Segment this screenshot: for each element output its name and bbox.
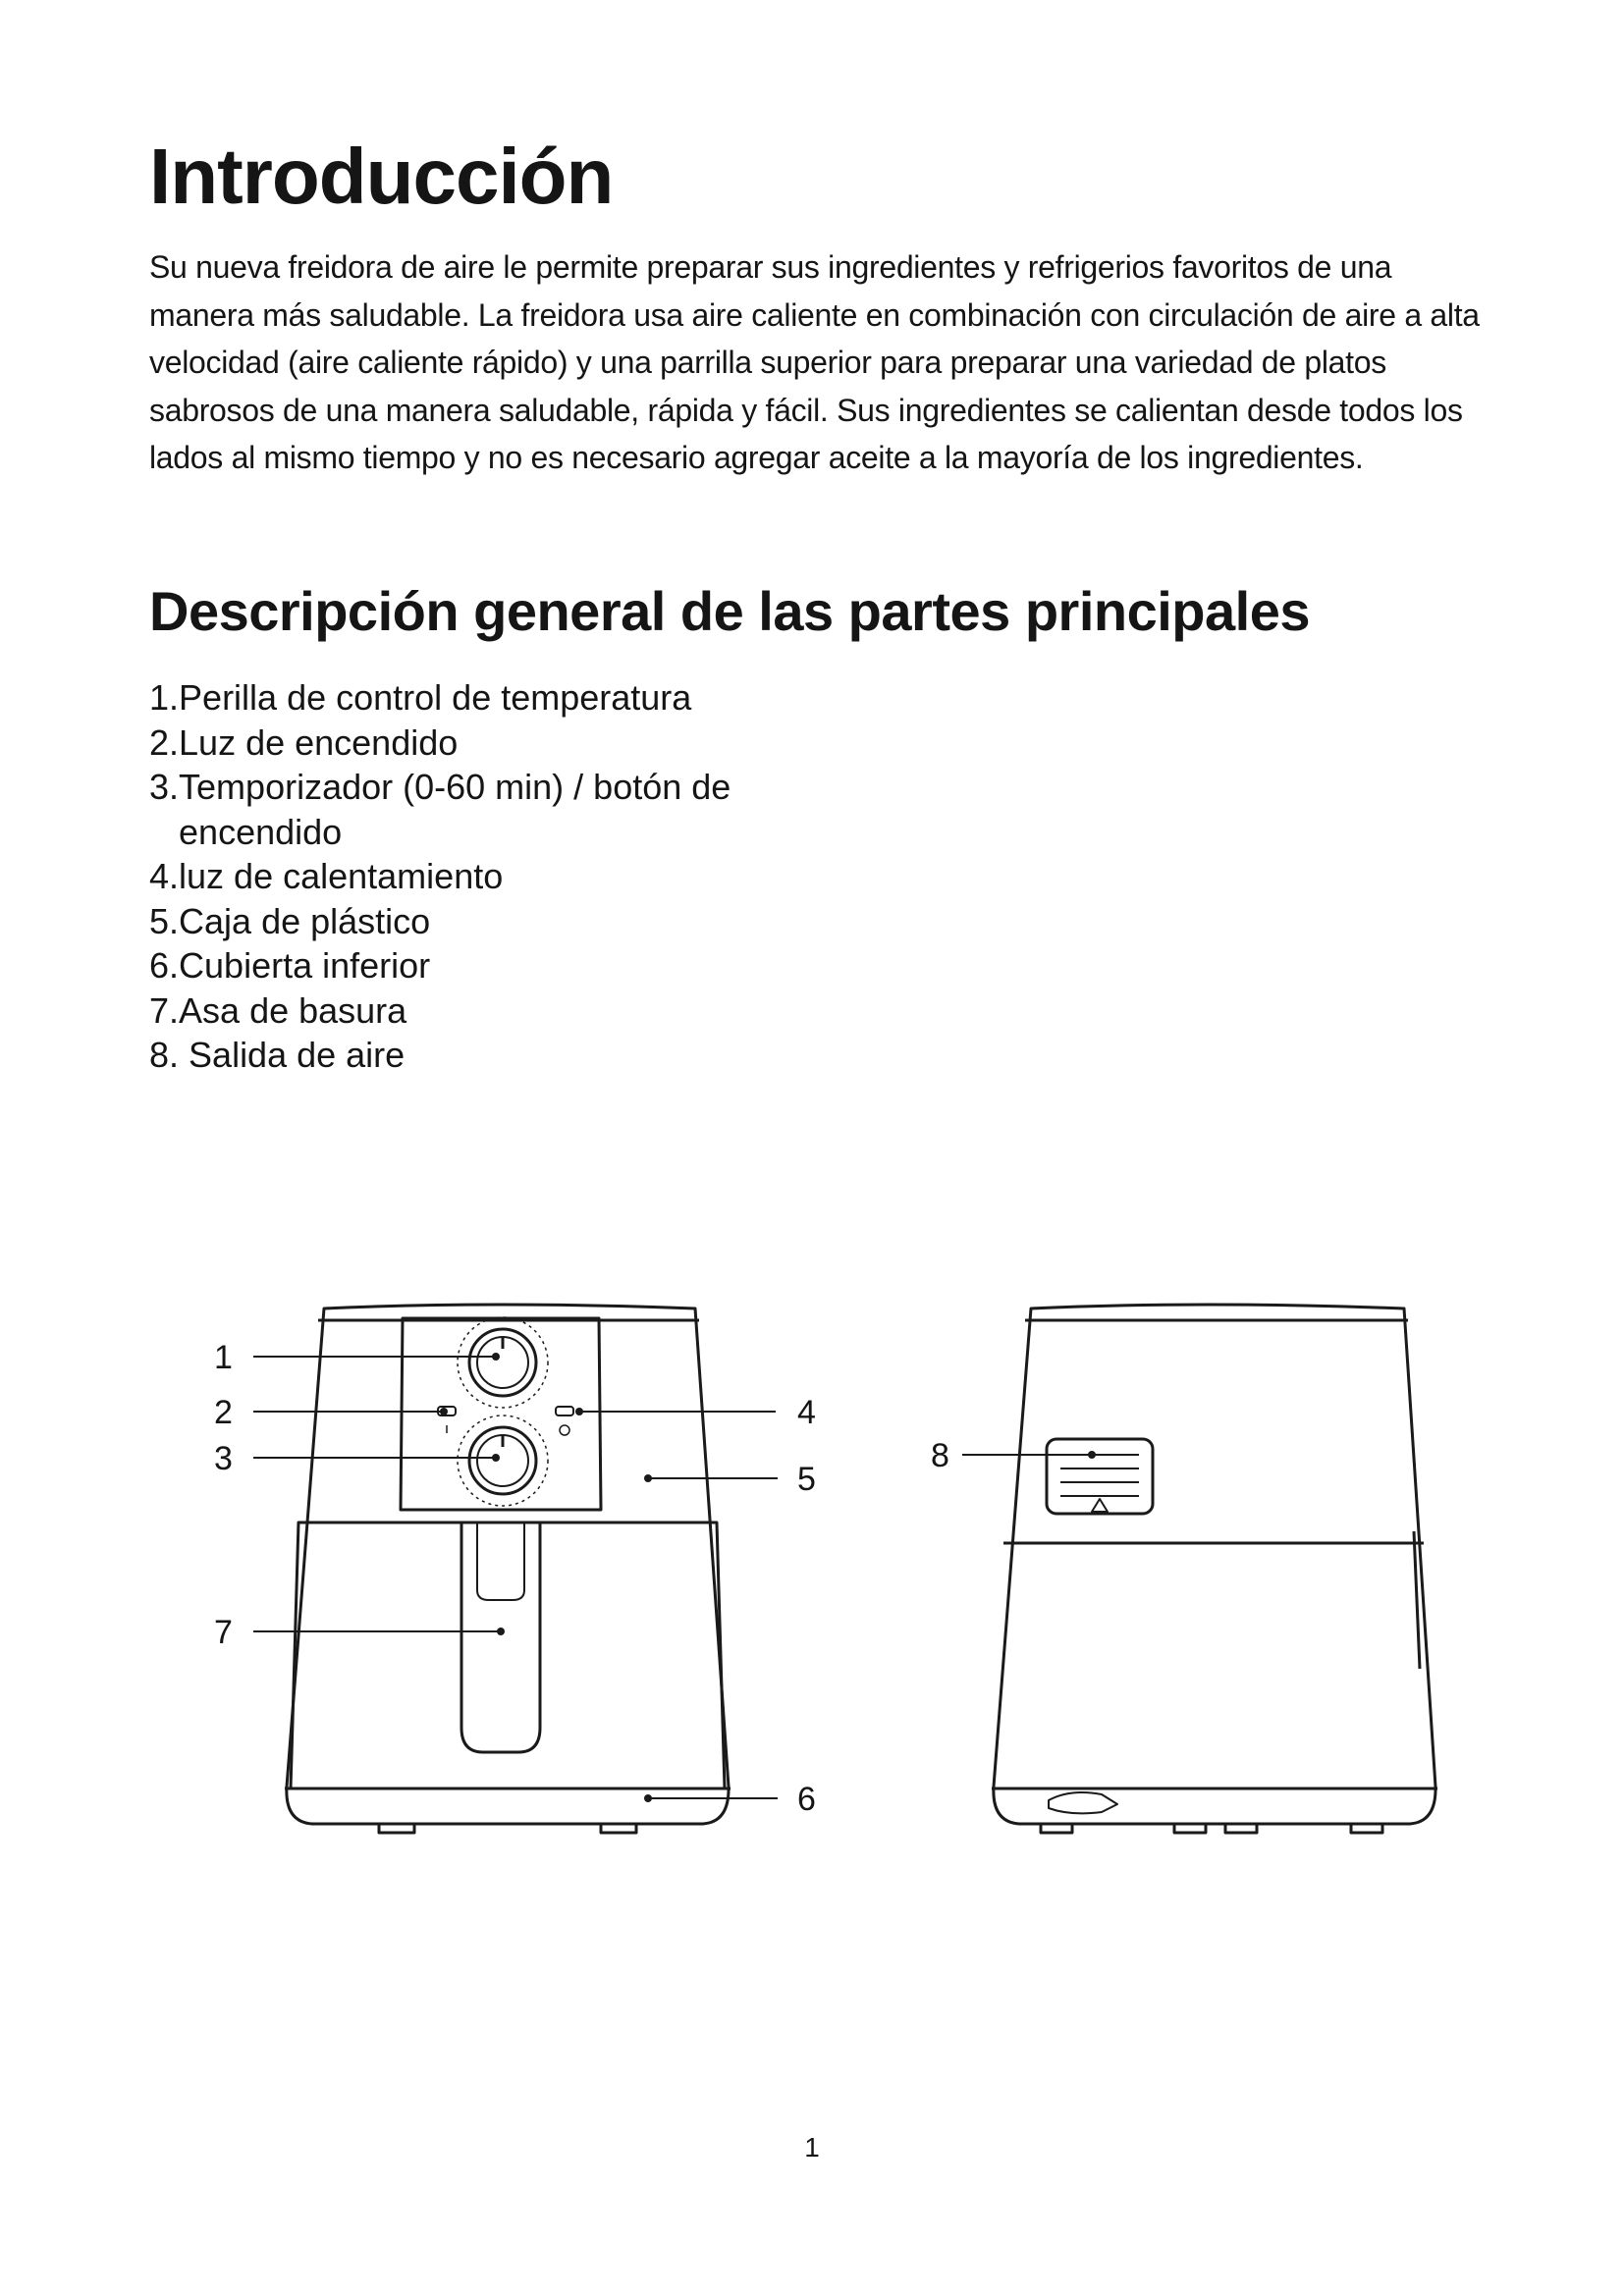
list-item <box>149 675 846 721</box>
item-label: Salida de aire <box>189 1035 406 1075</box>
item-label: Luz de encendido <box>179 721 459 763</box>
callout-7: 7 <box>214 1614 233 1651</box>
back-foot-1 <box>1041 1824 1072 1833</box>
list-item <box>149 943 846 988</box>
back-body-outline <box>994 1305 1435 1824</box>
callout-4: 4 <box>797 1394 816 1431</box>
page-number: 1 <box>804 2132 820 2163</box>
list-item <box>149 721 846 766</box>
page-title: Introducción <box>149 133 614 220</box>
back-foot-2 <box>1174 1824 1206 1833</box>
control-panel <box>401 1318 601 1510</box>
list-item <box>149 899 846 944</box>
basket-handle <box>461 1522 540 1752</box>
front-foot-right <box>601 1824 636 1833</box>
callout-2: 2 <box>214 1394 233 1431</box>
intro-paragraph: Su nueva freidora de aire le permite preparar sus ingredientes y refrigerios favoritos de una manera más saludable. La freidora usa aire caliente en combinación con circulación de aire a alta velocidad (aire caliente rápido) y una parrilla superior para preparar una variedad de platos sabrosos de una manera saludable, rápida y fácil. Sus ingredientes se calientan desde todos los lados al mismo tiempo y no es necesario agregar aceite a la mayoría de los ingredientes. <box>149 249 1480 476</box>
front-body-outline <box>287 1305 729 1824</box>
callout-3: 3 <box>214 1440 233 1477</box>
callout-8: 8 <box>931 1437 949 1474</box>
item-label: luz de calentamiento <box>179 856 504 896</box>
power-symbol-icon <box>560 1425 569 1435</box>
list-item <box>149 765 846 854</box>
item-number: 3. <box>149 767 180 807</box>
front-basket <box>291 1522 725 1789</box>
item-label: Asa de basura <box>179 989 407 1031</box>
temperature-knob <box>458 1317 548 1408</box>
back-view <box>992 1305 1437 1833</box>
air-fryer-diagram <box>0 1266 1624 1875</box>
list-item <box>149 1033 846 1078</box>
front-foot-left <box>379 1824 414 1833</box>
front-view <box>285 1305 731 1833</box>
item-label: Cubierta inferior <box>179 945 431 986</box>
back-foot-3 <box>1225 1824 1257 1833</box>
section-subtitle: Descripción general de las partes principales <box>149 580 1310 642</box>
back-foot-4 <box>1351 1824 1382 1833</box>
parts-list <box>149 675 846 1078</box>
item-number: 2. <box>149 721 180 763</box>
list-item <box>149 988 846 1034</box>
callout-5: 5 <box>797 1461 816 1498</box>
item-label: Temporizador (0-60 min) / botón de encendido <box>179 767 731 852</box>
timer-knob <box>458 1415 548 1506</box>
item-number: 4. <box>149 856 180 896</box>
item-label: Perilla de control de temperatura <box>179 677 692 718</box>
item-number: 6. <box>149 945 180 986</box>
power-cord-icon <box>1049 1792 1117 1813</box>
item-number: 8. <box>149 1035 189 1075</box>
item-number: 1. <box>149 677 180 718</box>
item-number: 7. <box>149 989 180 1031</box>
callout-1: 1 <box>214 1339 233 1376</box>
item-number: 5. <box>149 900 180 941</box>
leader-lines <box>253 1357 1092 1798</box>
heating-light <box>556 1407 573 1415</box>
callout-6: 6 <box>797 1781 816 1818</box>
air-outlet-grille <box>1047 1439 1153 1514</box>
item-label: Caja de plástico <box>179 900 431 941</box>
handle-inner <box>477 1522 524 1600</box>
list-item <box>149 854 846 899</box>
